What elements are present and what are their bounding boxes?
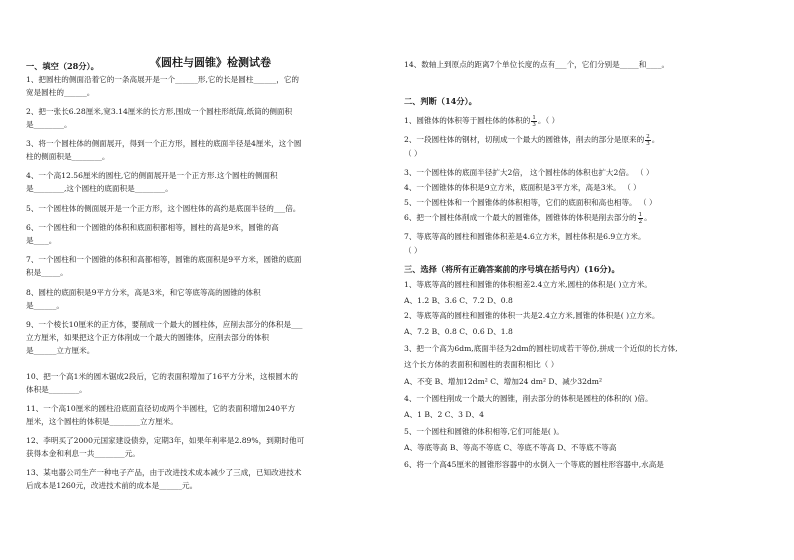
right-line	[404, 425, 772, 438]
left-line	[26, 331, 398, 344]
right-line	[404, 244, 772, 257]
left-line	[26, 266, 398, 279]
right-line	[404, 95, 772, 108]
question-text	[404, 342, 772, 355]
question-text	[404, 425, 772, 438]
right-line	[404, 441, 772, 454]
question-text	[404, 166, 772, 179]
line-text: 10、把一个高1米的圆木锯成2段后，它的表面积增加了16平方分米，这根圆木的	[26, 372, 298, 381]
question-text	[26, 402, 398, 415]
question-text	[26, 370, 398, 383]
right-line	[404, 230, 772, 243]
question-text	[404, 58, 772, 71]
right-line	[404, 133, 772, 147]
left-line	[26, 182, 398, 195]
fraction	[638, 212, 644, 225]
left-line	[26, 434, 398, 447]
right-line	[404, 408, 772, 421]
line-text: 8、圆柱的底面积是9平方分米，高是3米，和它等底等高的圆锥的体积	[26, 288, 261, 297]
line-text: 2、一段圆柱体的钢材，切削成一个最大的圆锥体，削去的部分是原来的	[404, 135, 645, 144]
question-text	[404, 294, 772, 307]
left-line	[26, 118, 398, 131]
left-line	[26, 73, 398, 86]
fraction	[531, 115, 537, 128]
left-line	[26, 479, 398, 492]
line-text: 14、数轴上到原点的距离7个单位长度的点有___个，它们分别是_____和____。	[404, 60, 670, 69]
left-line	[26, 318, 398, 331]
question-text	[404, 147, 772, 160]
line-text: 后成本是1260元，改进技术前的成本是______元。	[26, 481, 198, 490]
left-line	[26, 221, 398, 234]
line-text-tail: 。（ ）	[537, 116, 560, 125]
line-text: 5、一个圆柱和圆锥的体积相等,它们可能是( )。	[404, 427, 564, 436]
line-text: 9、一个棱长10厘米的正方体，要削成一个最大的圆柱体，应削去部分的体积是___	[26, 320, 303, 329]
line-text: A、不变 B、增加12dm² C、增加24 dm² D、减少32dm²	[404, 377, 603, 386]
question-text	[26, 447, 398, 460]
line-text: 6、将一个高45厘米的圆锥形容器中的水倒入一个等底的圆柱形容器中,水高是	[404, 460, 664, 469]
left-line	[26, 402, 398, 415]
line-text: 6、把一个圆柱体削成一个最大的圆锥体，圆锥体的体积是削去部分的	[404, 213, 637, 222]
line-text: 立方厘米，如果把这个正方体削成一个最大的圆锥体，应削去部分的体积	[26, 333, 269, 342]
line-text: 三、选择（将所有正确答案前的序号填在括号内）(16分)。	[404, 264, 620, 274]
left-line	[26, 383, 398, 396]
left-line	[26, 150, 398, 163]
question-text	[404, 196, 772, 209]
line-text: A、等底等高 B、等高不等底 C、等底不等高 D、不等底不等高	[404, 443, 617, 452]
line-text: 13、某电器公司生产一种电子产品，由于改进技术成本减少了三成，已知改进技术	[26, 468, 302, 477]
line-text: 1、等底等高的圆柱和圆锥的体积相差2.4立方米,圆柱的体积是( )立方米。	[404, 280, 652, 289]
line-text: A、7.2 B、0.8 C、0.6 D、1.8	[404, 327, 513, 336]
fraction-denominator: 3	[646, 140, 650, 147]
left-line	[26, 253, 398, 266]
line-text: 4、一个高12.56厘米的圆柱,它的侧面展开是一个正方形.这个圆柱的侧面积	[26, 171, 278, 180]
question-text	[404, 458, 772, 471]
line-text: 获得本金和利息一共________元。	[26, 449, 140, 458]
line-text: 7、等底等高的圆柱和圆锥体积差是4.6立方米，圆柱体积是6.9立方米。	[404, 232, 646, 241]
line-text: A、1 B、2 C、3 D、4	[404, 410, 484, 419]
fraction-numerator: 1	[532, 114, 536, 121]
fraction-numerator: 2	[646, 133, 650, 140]
line-text: 是______。	[26, 301, 64, 310]
line-text: 4、一个圆锥体的体积是9立方米，底面积是3平方米，高是3米。 （ ）	[404, 183, 641, 192]
right-line	[404, 375, 772, 388]
question-text	[26, 299, 398, 312]
right-line	[404, 342, 772, 355]
line-text: 是____。	[26, 236, 57, 245]
left-line	[26, 299, 398, 312]
line-text: 宽是圆柱的______。	[26, 88, 95, 97]
right-line	[404, 392, 772, 405]
question-text	[26, 118, 398, 131]
question-text	[404, 408, 772, 421]
line-text: （ ）	[404, 149, 422, 158]
left-line	[26, 344, 398, 357]
right-line	[404, 58, 772, 71]
section-heading	[404, 95, 772, 108]
right-line	[404, 147, 772, 160]
exam-title: 《圆柱与圆锥》检测试卷	[150, 56, 271, 69]
question-text	[404, 133, 772, 147]
line-text: 这个长方体的表面积和圆柱的表面积相比（ ）	[404, 360, 559, 369]
left-line	[26, 169, 398, 182]
question-text	[404, 375, 772, 388]
line-text: 是________。	[26, 120, 72, 129]
left-line	[26, 415, 398, 428]
line-text: 4、一个圆柱削成一个最大的圆锥，削去部分的体积是圆柱的体积的( )倍。	[404, 394, 653, 403]
fraction	[645, 134, 651, 147]
question-text	[26, 202, 398, 215]
line-text: 5、一个圆柱体的侧面展开是一个正方形，这个圆柱体的高约是底面半径的___倍。	[26, 204, 301, 213]
right-line	[404, 181, 772, 194]
question-text	[404, 114, 772, 128]
right-line	[404, 166, 772, 179]
fraction-denominator: 2	[638, 218, 643, 225]
line-text-tail: 。	[644, 213, 652, 222]
left-line	[26, 466, 398, 479]
left-line	[26, 447, 398, 460]
question-text	[26, 73, 398, 86]
right-line	[404, 325, 772, 338]
question-text	[404, 358, 772, 371]
question-text	[404, 441, 772, 454]
line-text: 柱的侧面积是________。	[26, 152, 110, 161]
question-text	[26, 286, 398, 299]
fraction-denominator: 3	[532, 121, 536, 128]
question-text	[26, 137, 398, 150]
fraction-numerator: 1	[638, 211, 643, 218]
right-line	[404, 211, 772, 225]
left-line	[26, 234, 398, 247]
question-text	[26, 344, 398, 357]
right-line	[404, 358, 772, 371]
question-text	[404, 309, 772, 322]
question-text	[26, 86, 398, 99]
section-heading	[26, 60, 398, 73]
right-line	[404, 309, 772, 322]
line-text: （ ）	[404, 246, 422, 255]
question-text	[404, 181, 772, 194]
question-text	[26, 383, 398, 396]
line-text: 是________,这个圆柱的底面积是________。	[26, 184, 173, 193]
question-text	[26, 266, 398, 279]
question-text	[404, 230, 772, 243]
line-text: 厘米，这个圆柱的体积是________立方厘米。	[26, 417, 178, 426]
question-text	[26, 466, 398, 479]
question-text	[26, 434, 398, 447]
line-text: 5、一个圆柱体和一个圆锥体的体积相等，它们的底面积和高也相等。 （ ）	[404, 198, 657, 207]
line-text: 3、将一个圆柱体的侧面展开，得到一个正方形，圆柱的底面半径是4厘米，这个圆	[26, 139, 302, 148]
right-line	[404, 114, 772, 128]
line-text: 2、把一张长6.28厘米,宽3.14厘米的长方形,围成一个圆柱形纸筒,纸筒的侧面积	[26, 107, 293, 116]
question-text	[26, 234, 398, 247]
left-line	[26, 286, 398, 299]
line-text: 1、把圆柱的侧面沿着它的一条高展开是一个______形,它的长是圆柱______，它的	[26, 75, 300, 84]
question-text	[26, 182, 398, 195]
line-text: 7、一个圆柱和一个圆锥的体积和高都相等，圆锥的底面积是9平方米，圆锥的底面	[26, 255, 302, 264]
line-text: 体积是________。	[26, 385, 87, 394]
line-text: 一、填空（28分）。	[26, 61, 99, 71]
left-line	[26, 137, 398, 150]
question-text	[26, 221, 398, 234]
left-line	[26, 370, 398, 383]
left-line	[26, 105, 398, 118]
line-text: 二、判断（14分）。	[404, 96, 477, 106]
left-line	[26, 202, 398, 215]
question-text	[26, 318, 398, 331]
line-text-tail: 。	[651, 135, 660, 144]
question-text	[26, 105, 398, 118]
question-text	[404, 325, 772, 338]
line-text: 12、李明买了2000元国家建设债券，定期3年，如果年利率是2.89%，到期时他可	[26, 436, 305, 445]
line-text: 1、圆锥体的体积等于圆柱体的体积的	[404, 116, 531, 125]
line-text: 2、等底等高的圆柱和圆锥的体积一共是2.4立方米,圆锥的体积是( )立方米。	[404, 311, 660, 320]
right-line	[404, 196, 772, 209]
question-text	[26, 169, 398, 182]
question-text	[404, 211, 772, 225]
right-line	[404, 278, 772, 291]
question-text	[404, 244, 772, 257]
question-text	[404, 278, 772, 291]
line-text: 是______立方厘米。	[26, 346, 95, 355]
right-line	[404, 458, 772, 471]
left-line	[26, 86, 398, 99]
question-text	[404, 392, 772, 405]
question-text	[26, 150, 398, 163]
section-heading	[404, 263, 772, 276]
line-text: 11、一个高10厘米的圆柱沿底面直径切成两个半圆柱，它的表面积增加240平方	[26, 404, 296, 413]
right-line	[404, 263, 772, 276]
right-line	[404, 294, 772, 307]
line-text: 3、把一个高为6dm,底面半径为2dm的圆柱切成若干等份,拼成一个近似的长方体,	[404, 344, 678, 353]
line-text: 6、一个圆柱和一个圆锥的体积和底面积都相等，圆柱的高是9米，圆锥的高	[26, 223, 279, 232]
line-text: 3、一个圆柱体的底面半径扩大2倍， 这个圆柱体的体积也扩大2倍。 （ ）	[404, 168, 654, 177]
question-text	[26, 479, 398, 492]
question-text	[26, 331, 398, 344]
left-line	[26, 60, 398, 73]
question-text	[26, 253, 398, 266]
line-text: A、1.2 B、3.6 C、7.2 D、0.8	[404, 296, 513, 305]
question-text	[26, 415, 398, 428]
line-text: 积是_____。	[26, 268, 68, 277]
